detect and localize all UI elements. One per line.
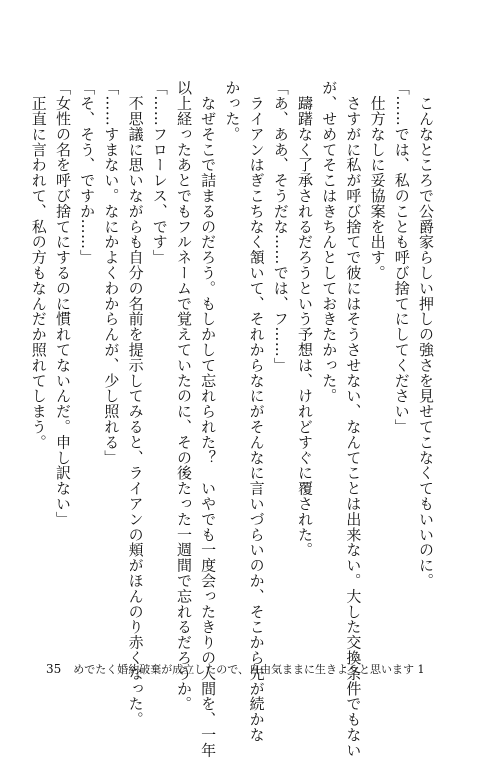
text-line: 「女性の名を呼び捨てにするのに慣れてないんだ。申し訳ない」 — [53, 80, 72, 527]
text-line: 不思議に思いながらも自分の名前を提示してみると、ライアンの頬がほんのり赤くなった。 — [126, 80, 145, 727]
text-line: ライアンはぎこちなく頷いて、それからなにがそんなに言いづらいのか、そこから先が続かな — [247, 80, 266, 743]
text-line: 仕方なしに妥協案を出す。 — [368, 80, 387, 281]
text-line: 「……では、私のことも呼び捨てにしてください」 — [392, 80, 411, 435]
page-number: 35 — [46, 662, 62, 676]
text-line: 「……フローレス、です」 — [150, 80, 169, 265]
text-line: 正直に言われて、私の方もなんだか照れてしまう。 — [29, 80, 48, 450]
text-line: 「……すまない。なにかよくわからんが、少し照れる」 — [102, 80, 121, 465]
text-line: こんなところで公爵家らしい押しの強さを見せてこなくてもいいのに。 — [417, 80, 435, 589]
text-line: 躊躇なく了承されるだろうという予想は、けれどすぐに覆された。 — [295, 80, 314, 558]
page-footer — [46, 662, 425, 677]
running-title: めでたく婚約破棄が成立したので、自由気ままに生きようと思います 1 — [73, 663, 425, 676]
text-line: 以上経ったあとでもフルネームで覚えていたのに、その後たった一週間で忘れるだろうか。 — [174, 80, 193, 712]
text-line: さすがに私が呼び捨てで彼にはそうさせない、なんてことは出来ない。大した交換条件でもない — [344, 80, 363, 758]
text-line: 「あ、ああ、そうだな……では、フ……」 — [271, 80, 290, 373]
text-line: が、せめてそこはきちんとしておきたかった。 — [320, 80, 339, 404]
text-line: 「そ、そう、ですか……」 — [78, 80, 97, 265]
text-line: かった。 — [223, 80, 242, 142]
text-line: なぜそこで詰まるのだろう。もしかして忘れられた？ いやでも一度会ったきりの人間を、一年 — [199, 80, 218, 758]
